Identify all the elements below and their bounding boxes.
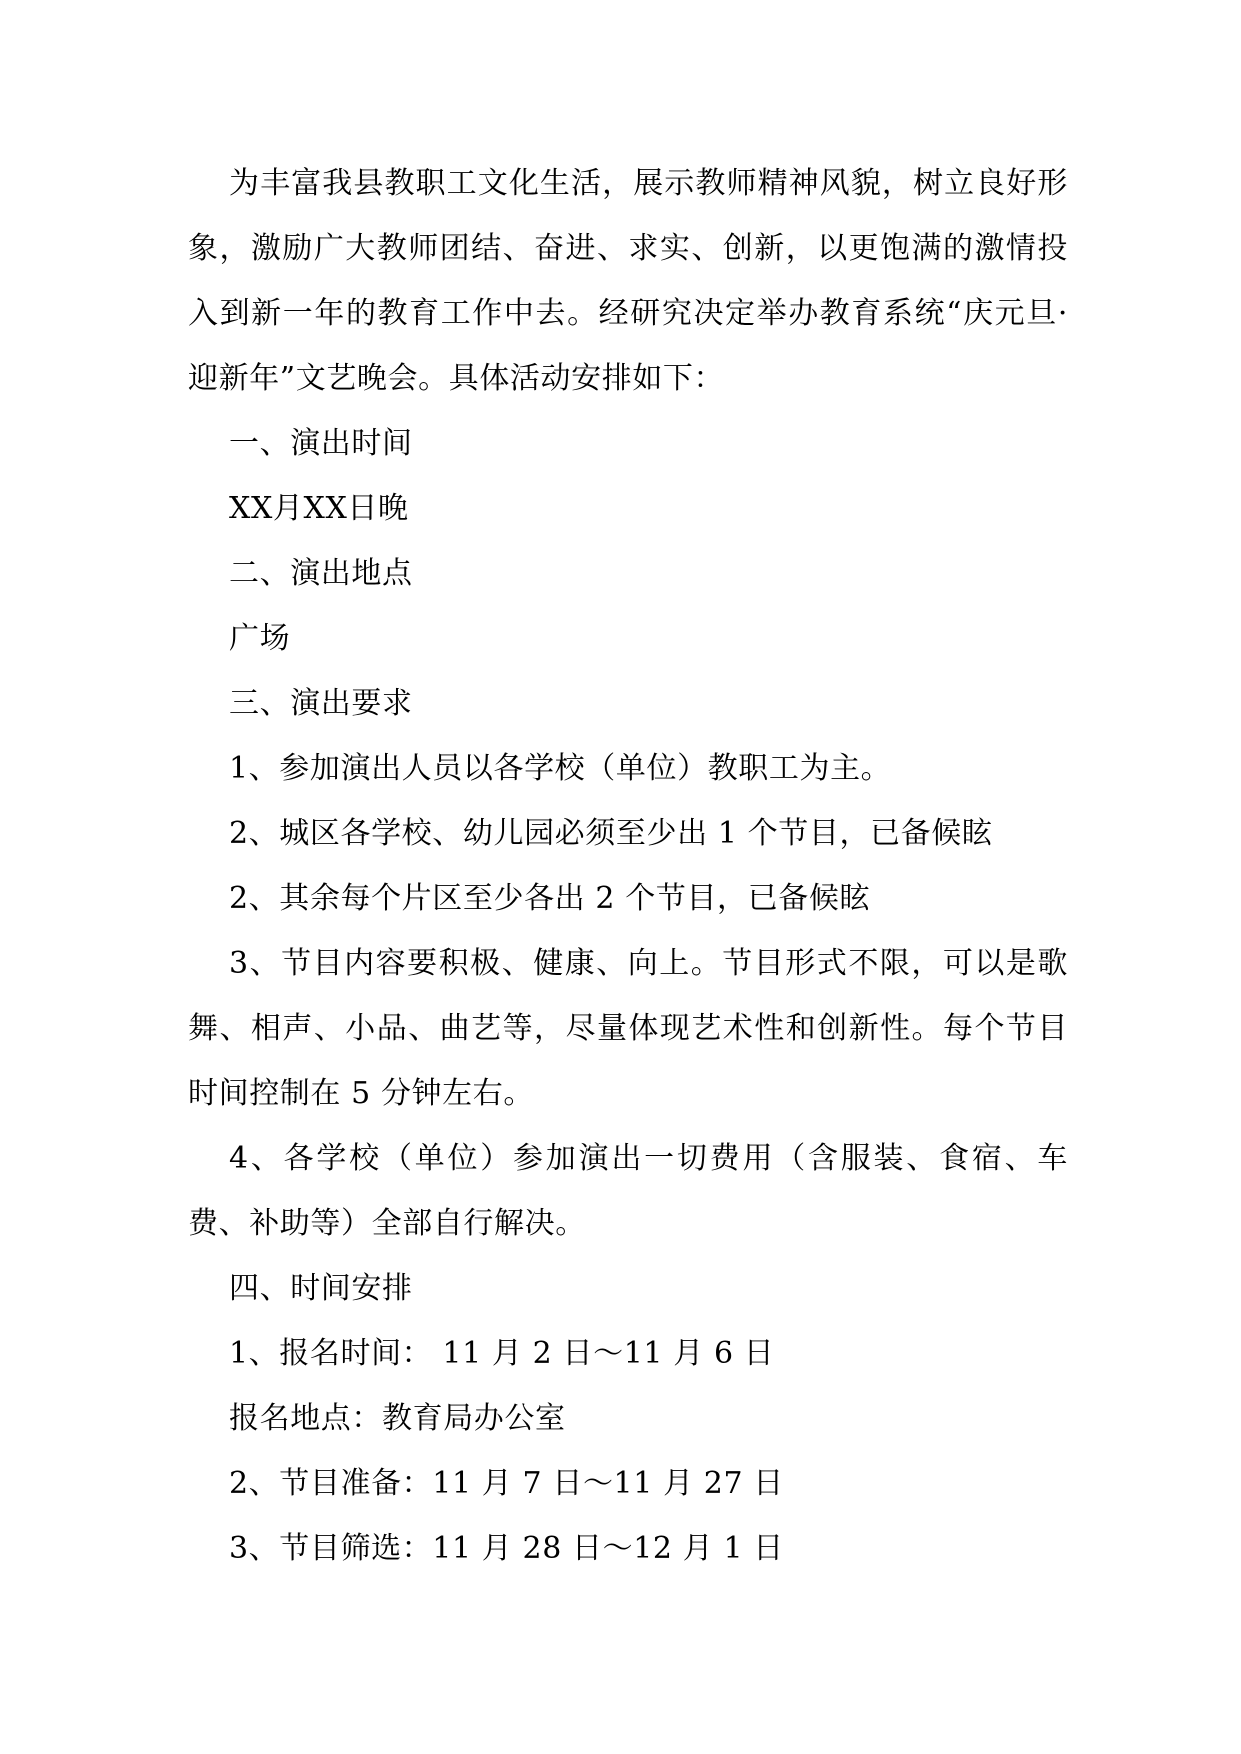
- requirement-item: 2、城区各学校、幼儿园必须至少出 1 个节目，已备候眩: [229, 816, 993, 851]
- section-heading-performance-requirements: 三、演出要求: [229, 686, 413, 721]
- section-heading-performance-time: 一、演出时间: [229, 426, 413, 461]
- screening-period: 3、节目筛选：11 月 28 日～12 月 1 日: [229, 1531, 784, 1566]
- registration-place: 报名地点：教育局办公室: [229, 1401, 566, 1436]
- preparation-period: 2、节目准备：11 月 7 日～11 月 27 日: [229, 1466, 784, 1501]
- requirement-item: 1、参加演出人员以各学校（单位）教职工为主。: [229, 751, 892, 786]
- section-heading-performance-venue: 二、演出地点: [229, 556, 413, 591]
- requirement-item: 3、节目内容要积极、健康、向上。节目形式不限，可以是歌舞、相声、小品、曲艺等，尽量体现艺术性和创新性。每个节目时间控制在 5 分钟左右。: [188, 946, 1068, 1111]
- document-body: [188, 151, 1068, 1581]
- performance-time: XX月XX日晚: [229, 491, 409, 526]
- requirement-item: 4、各学校（单位）参加演出一切费用（含服装、食宿、车费、补助等）全部自行解决。: [188, 1141, 1068, 1241]
- registration-time: 1、报名时间： 11 月 2 日～11 月 6 日: [229, 1336, 775, 1371]
- performance-venue: 广场: [229, 621, 291, 656]
- section-heading-schedule: 四、时间安排: [229, 1271, 413, 1306]
- intro-paragraph: 为丰富我县教职工文化生活，展示教师精神风貌，树立良好形象，激励广大教师团结、奋进、求实、创新，以更饱满的激情投入到新一年的教育工作中去。经研究决定举办教育系统“庆元旦·迎新年”文艺晚会。具体活动安排如下：: [188, 166, 1068, 396]
- requirement-item: 2、其余每个片区至少各出 2 个节目，已备候眩: [229, 881, 871, 916]
